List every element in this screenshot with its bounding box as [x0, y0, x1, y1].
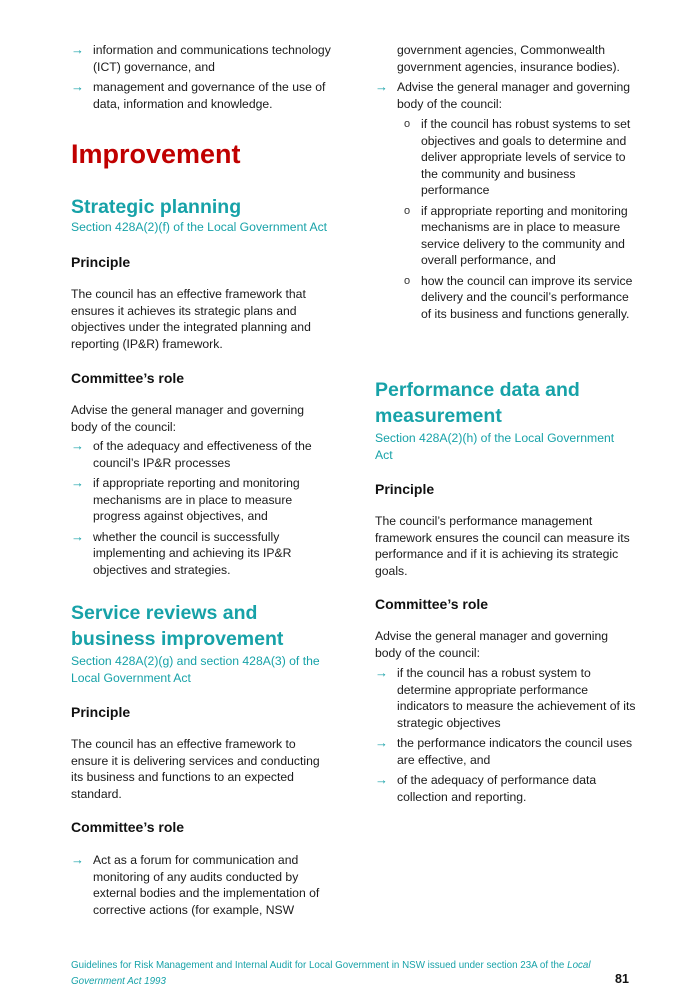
list-item: → whether the council is successfully implementing and achieving its IP&R objectives and strategies.	[71, 528, 292, 577]
list-item: → of the adequacy of performance data collection and reporting.	[375, 772, 597, 804]
service-principle-text: The council has an effective framework to ensure it is delivering services and conducting its business and functions to an expected standard.	[71, 737, 320, 801]
arrow-icon: →	[71, 475, 84, 490]
list-item: → if the council has a robust system to determine appropriate performance indicators to measure the achievement of its strategic objectives	[375, 665, 636, 730]
performance-heading: Performance data and measurement	[375, 379, 580, 427]
footer-text: Guidelines for Risk Management and Internal Audit for Local Government in NSW issued under section 23A of the Local Government Act 1993	[71, 960, 591, 987]
strategic-role-list	[71, 438, 339, 578]
arrow-icon: →	[71, 528, 84, 544]
list-item: → management and governance of the use of data, information and knowledge.	[71, 79, 326, 111]
performance-role-list	[375, 665, 639, 805]
list-item: → the performance indicators the council uses are effective, and	[375, 735, 633, 767]
arrow-icon: →	[71, 79, 84, 94]
service-reviews-heading: Service reviews and business improvement	[71, 602, 284, 650]
performance-principle-text: The council’s performance management framework ensures the council can measure its performance and if it is achieving its strategic goals.	[375, 514, 630, 578]
arrow-icon: →	[71, 42, 84, 57]
strategic-principle-heading: Principle	[71, 254, 131, 270]
list-item: → Advise the general manager and governing body of the council:	[375, 79, 631, 111]
performance-principle-heading: Principle	[375, 481, 435, 497]
strategic-planning-section-ref: Section 428A(2)(f) of the Local Government Act	[71, 220, 328, 234]
circle-bullet-icon: o	[404, 204, 411, 217]
intro-bullet-list	[71, 42, 339, 112]
footer-act-title: Local Government Act 1993	[71, 960, 591, 987]
advise-sub-list	[399, 116, 639, 322]
list-item: → of the adequacy and effectiveness of the council’s IP&R processes	[71, 438, 312, 470]
service-reviews-section-ref: Section 428A(2)(g) and section 428A(3) of the Local Government Act	[71, 654, 320, 685]
service-role-list	[71, 852, 339, 918]
strategic-role-intro: Advise the general manager and governing body of the council:	[71, 403, 305, 434]
arrow-icon: →	[71, 852, 84, 867]
strategic-principle-text: The council has an effective framework that ensures it achieves its strategic plans and objectives under the integrated planning and reporting (IP&R) framework.	[71, 287, 311, 351]
list-item: → Act as a forum for communication and monitoring of any audits conducted by external bodies and the implementation of corrective actions (for example, NSW	[71, 852, 320, 917]
list-item: → if appropriate reporting and monitoring mechanisms are in place to measure progress against objectives, and	[71, 475, 300, 523]
performance-role-intro: Advise the general manager and governing body of the council:	[375, 629, 609, 660]
circle-bullet-icon: o	[404, 118, 411, 130]
arrow-icon: →	[375, 735, 388, 750]
arrow-icon: →	[71, 438, 84, 453]
arrow-icon: →	[375, 79, 388, 94]
service-role-heading: Committee’s role	[71, 819, 185, 835]
continued-text: government agencies, Commonwealth government agencies, insurance bodies).	[397, 43, 620, 74]
page-number: 81	[615, 972, 629, 986]
performance-section-ref: Section 428A(2)(h) of the Local Government Act	[375, 431, 615, 462]
service-principle-heading: Principle	[71, 704, 131, 720]
strategic-planning-heading: Strategic planning	[71, 196, 242, 218]
list-item: o if the council has robust systems to set objectives and goals to determine and deliver appropriate levels of service to the community and business performance	[404, 117, 631, 197]
arrow-icon: →	[375, 772, 388, 787]
list-item: o if appropriate reporting and monitoring mechanisms are in place to measure service delivery to the community and overall performance, and	[404, 203, 628, 267]
circle-bullet-icon: o	[404, 274, 411, 287]
list-item: o how the council can improve its service delivery and the council’s performance of its business and functions generally.	[404, 273, 633, 321]
strategic-role-heading: Committee’s role	[71, 370, 185, 386]
page-title: Improvement	[71, 139, 241, 169]
arrow-icon: →	[375, 665, 388, 680]
list-item: → information and communications technology (ICT) governance, and	[71, 42, 331, 74]
advise-list	[375, 79, 639, 112]
performance-role-heading: Committee’s role	[375, 596, 489, 612]
